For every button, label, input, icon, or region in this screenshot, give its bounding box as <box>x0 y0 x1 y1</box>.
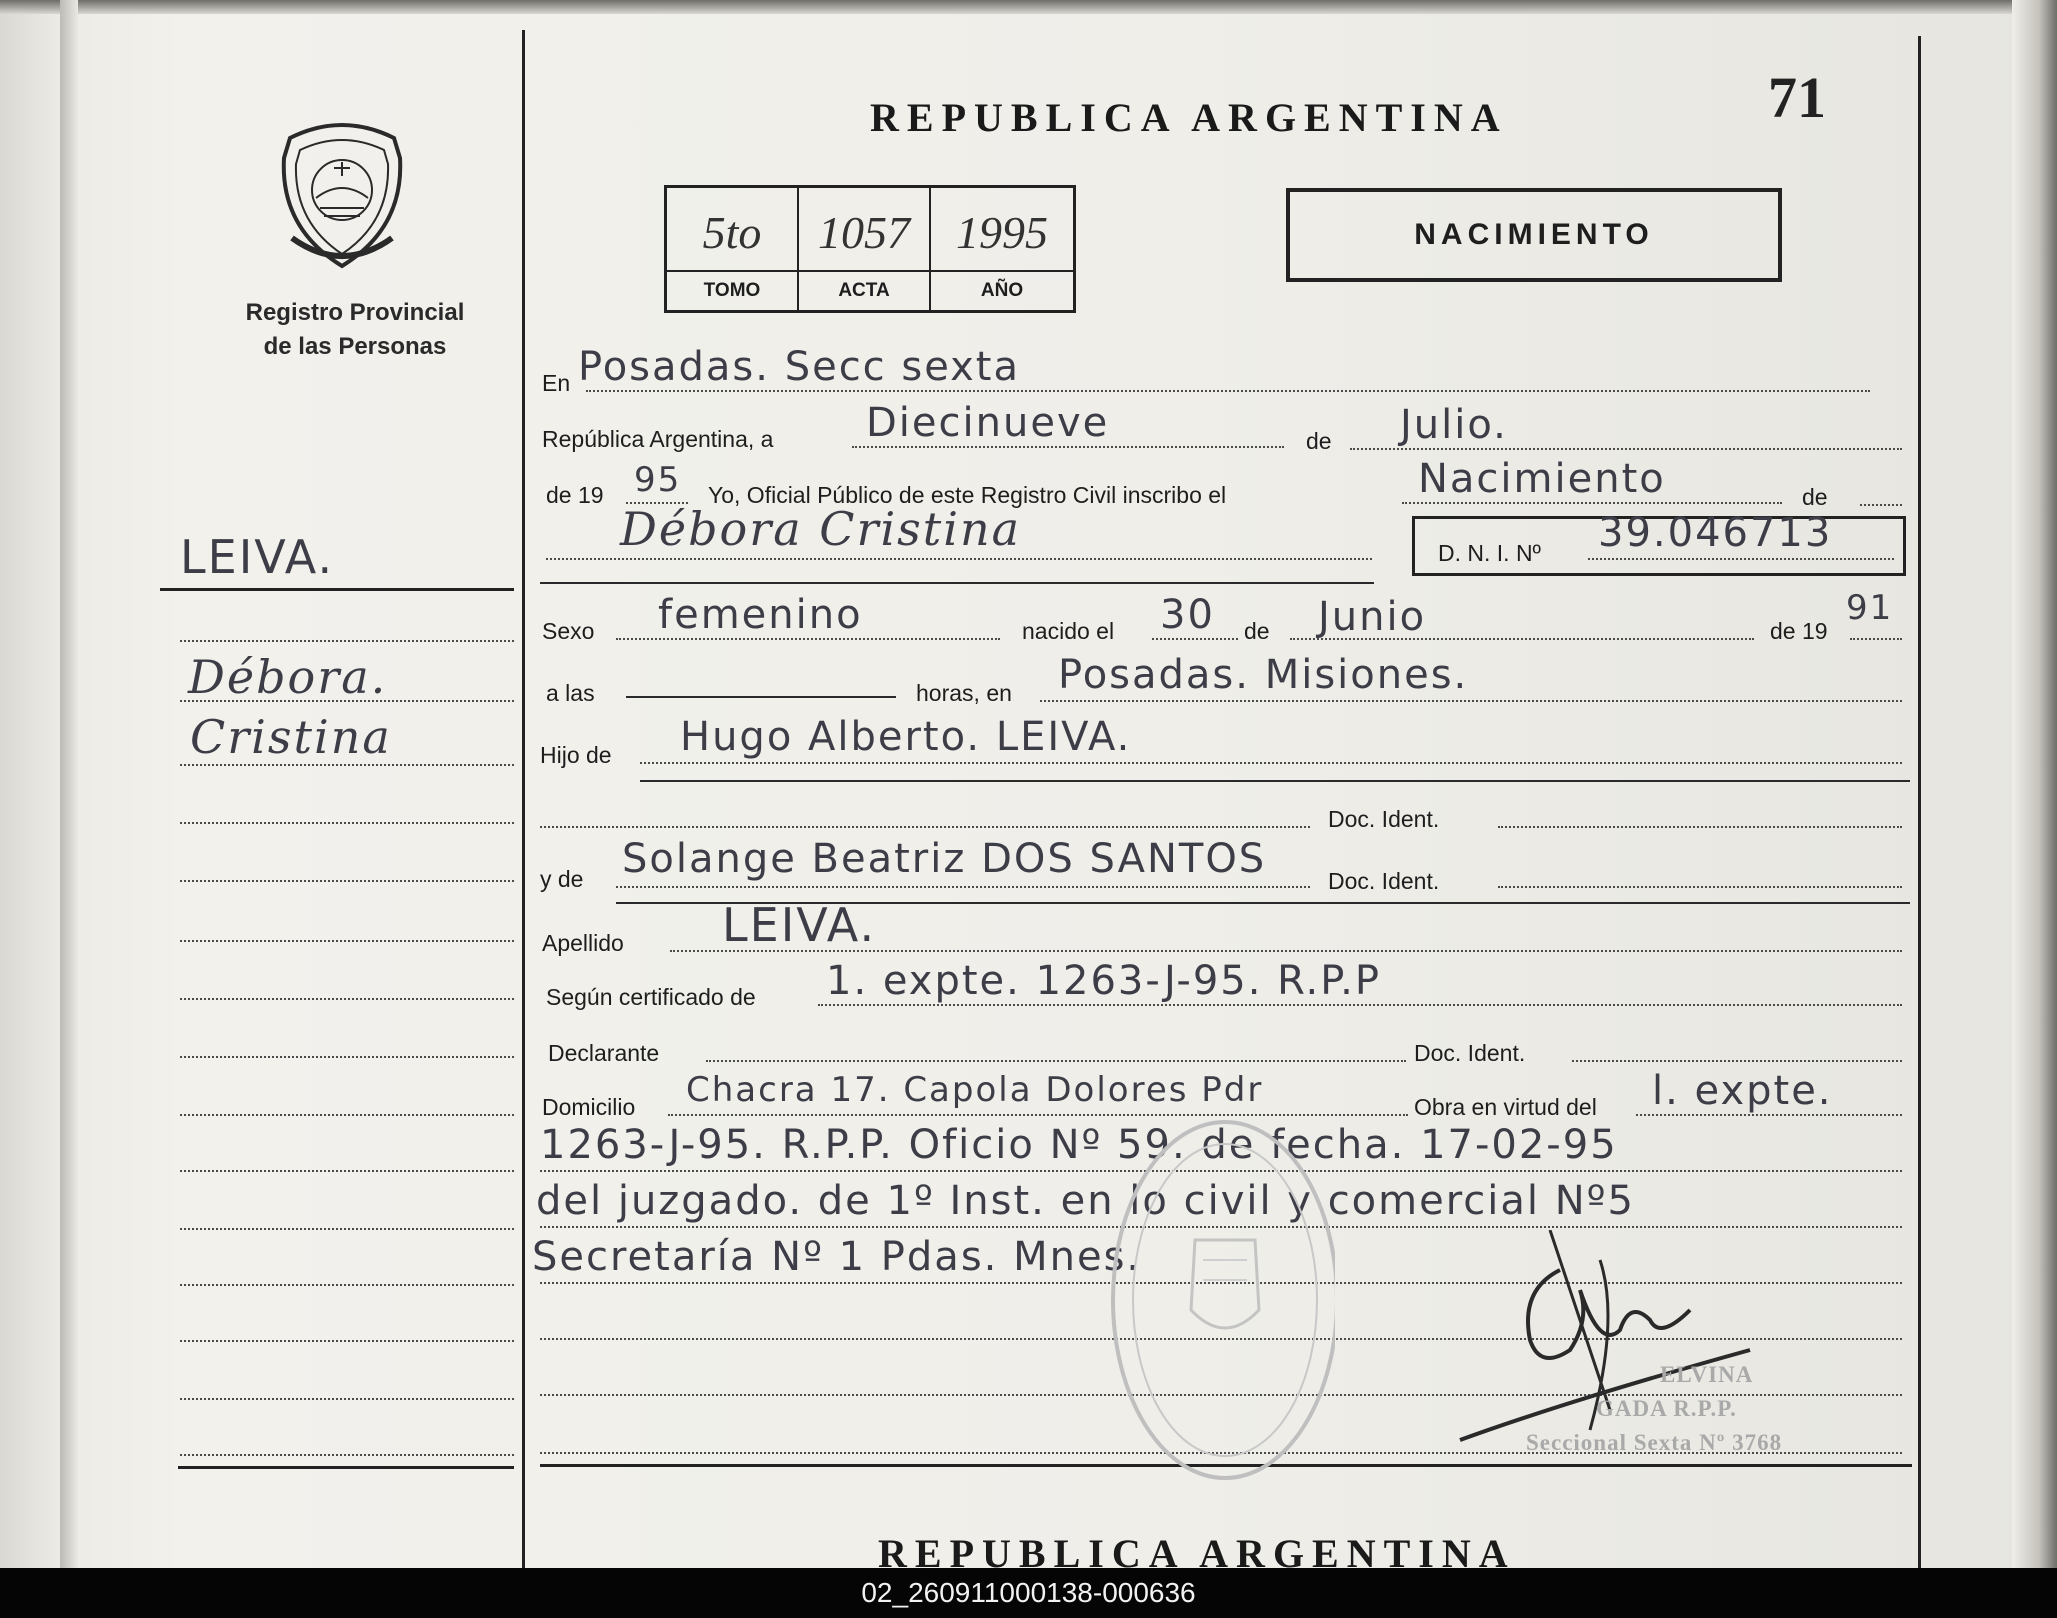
tomo-value: 5to <box>702 207 762 258</box>
section-rule-1 <box>540 582 1374 584</box>
registry-line-2: de las Personas <box>263 333 447 360</box>
line-de-end <box>1860 504 1902 506</box>
field-certificado: 1. expte. 1263-J-95. R.P.P <box>826 958 1381 1004</box>
label-de19b: de 19 <box>1770 618 1828 644</box>
field-nac-dia: 30 <box>1160 592 1215 638</box>
record-type-box: NACIMIENTO <box>1286 188 1782 282</box>
margin-line <box>180 1454 514 1456</box>
label-yde: y de <box>540 866 584 892</box>
section-rule-2 <box>640 780 1910 782</box>
margin-line <box>180 1170 514 1172</box>
label-de: de <box>1306 428 1332 454</box>
obs-text-3: Secretaría Nº 1 Pdas. Mnes. <box>532 1234 1142 1280</box>
field-anio: 95 <box>634 460 682 500</box>
line-sexo <box>616 638 1000 640</box>
acta-cell <box>799 188 931 310</box>
tomo-label: TOMO <box>667 270 797 310</box>
label-domicilio: Domicilio <box>542 1094 636 1120</box>
label-apellido: Apellido <box>542 930 624 956</box>
margin-given-name-2: Cristina <box>190 710 392 764</box>
line-declarante <box>706 1060 1406 1062</box>
margin-line <box>180 880 514 882</box>
margin-line <box>180 640 514 642</box>
line-dni <box>1588 558 1894 560</box>
ano-cell <box>931 188 1073 310</box>
margin-given-name-1: Débora. <box>188 650 388 704</box>
field-nombre: Débora Cristina <box>620 502 1022 556</box>
label-republica: República Argentina, a <box>542 426 774 452</box>
field-madre: Solange Beatriz DOS SANTOS <box>622 836 1267 882</box>
field-obra: l. expte. <box>1652 1068 1833 1114</box>
margin-line <box>180 764 514 766</box>
image-code: 02_260911000138-000636 <box>861 1577 1196 1608</box>
official-name-line-1: ELVINA <box>1660 1362 1754 1387</box>
page-top-edge <box>0 0 2057 14</box>
label-declarante: Declarante <box>548 1040 660 1066</box>
line-nac-dia <box>1152 638 1238 640</box>
line-docident-1 <box>1498 826 1902 828</box>
label-alas: a las <box>546 680 595 706</box>
label-sexo: Sexo <box>542 618 595 644</box>
line-mes <box>1350 448 1902 450</box>
ano-label: AÑO <box>931 270 1073 310</box>
label-obra: Obra en virtud del <box>1414 1094 1597 1120</box>
official-name-line-2: GADA R.P.P. <box>1596 1396 1737 1421</box>
label-dni: D. N. I. Nº <box>1438 540 1541 566</box>
right-border <box>1918 36 1921 1568</box>
margin-line <box>180 1398 514 1400</box>
margin-line <box>180 940 514 942</box>
field-apellido: LEIVA. <box>722 898 877 952</box>
margin-divider <box>522 30 525 1568</box>
line-padre-2 <box>540 826 1310 828</box>
acta-label: ACTA <box>799 270 929 310</box>
field-nac-anio: 91 <box>1846 588 1894 628</box>
margin-line <box>180 1228 514 1230</box>
field-dia: Diecinueve <box>866 400 1110 446</box>
margin-line <box>180 1284 514 1286</box>
line-en <box>586 390 1870 392</box>
line-docident-2 <box>1498 886 1902 888</box>
line-alas <box>626 696 896 698</box>
line-acto <box>1402 502 1782 504</box>
official-name-line-3: Seccional Sexta Nº 3768 <box>1526 1430 1783 1455</box>
margin-surname: LEIVA. <box>180 530 335 584</box>
field-nac-mes: Junio <box>1318 594 1427 640</box>
label-segun: Según certificado de <box>546 984 756 1010</box>
field-lugar-nac: Posadas. Misiones. <box>1058 652 1469 698</box>
margin-line <box>180 1056 514 1058</box>
label-horas: horas, en <box>916 680 1012 706</box>
margin-line <box>180 1340 514 1342</box>
margin-line <box>180 1114 514 1116</box>
line-padre <box>640 762 1902 764</box>
line-dia <box>852 446 1284 448</box>
label-de-end: de <box>1802 484 1828 510</box>
line-madre <box>616 886 1310 888</box>
label-docident-2: Doc. Ident. <box>1328 868 1440 894</box>
margin-line <box>180 700 514 702</box>
signature-icon <box>1450 1230 1770 1460</box>
field-sexo: femenino <box>658 592 863 638</box>
image-code-bar <box>0 1568 2057 1618</box>
field-padre: Hugo Alberto. LEIVA. <box>680 714 1132 760</box>
line-nac-anio <box>1850 638 1902 640</box>
label-en: En <box>542 370 571 396</box>
line-lugar-nac <box>1040 700 1902 702</box>
book-spine <box>60 0 78 1568</box>
field-acto: Nacimiento <box>1418 456 1666 502</box>
field-lugar: Posadas. Secc sexta <box>578 344 1021 390</box>
field-dni: 39.046713 <box>1598 510 1833 556</box>
label-yo: Yo, Oficial Público de este Registro Civil inscribo el <box>708 482 1227 508</box>
ano-value: 1995 <box>956 207 1048 258</box>
acta-value: 1057 <box>818 207 910 258</box>
line-docident-3 <box>1572 1060 1902 1062</box>
label-hijo: Hijo de <box>540 742 612 768</box>
line-certificado <box>818 1004 1902 1006</box>
field-domicilio: Chacra 17. Capola Dolores Pdr <box>686 1070 1264 1110</box>
country-title: REPUBLICA ARGENTINA <box>870 95 1508 140</box>
margin-surname-rule <box>160 588 514 591</box>
next-record-title: REPUBLICA ARGENTINA <box>878 1531 1516 1568</box>
page-number: 71 <box>1768 65 1826 130</box>
margin-line <box>180 998 514 1000</box>
tomo-cell <box>667 188 799 310</box>
page-right-edge <box>2012 0 2057 1568</box>
tomo-acta-ano-box <box>664 185 1076 313</box>
registry-line-1: Registro Provincial <box>245 299 465 326</box>
label-docident-1: Doc. Ident. <box>1328 806 1440 832</box>
line-obra <box>1636 1114 1902 1116</box>
label-nacido: nacido el <box>1022 618 1115 644</box>
obs-text-1: 1263-J-95. R.P.P. Oficio Nº 59. de fecha. 17-02-95 <box>540 1122 1618 1168</box>
label-docident-3: Doc. Ident. <box>1414 1040 1526 1066</box>
official-stamp-icon <box>1075 1110 1335 1490</box>
registry-name <box>210 296 500 364</box>
obs-text-2: del juzgado. de 1º Inst. en lo civil y comercial Nº5 <box>536 1178 1635 1224</box>
provincial-seal-icon <box>272 118 412 270</box>
field-mes: Julio. <box>1400 402 1508 448</box>
label-de19: de 19 <box>546 482 604 508</box>
margin-line <box>180 822 514 824</box>
line-nombre <box>546 558 1372 560</box>
label-de2: de <box>1244 618 1270 644</box>
margin-bottom-rule <box>178 1466 514 1469</box>
